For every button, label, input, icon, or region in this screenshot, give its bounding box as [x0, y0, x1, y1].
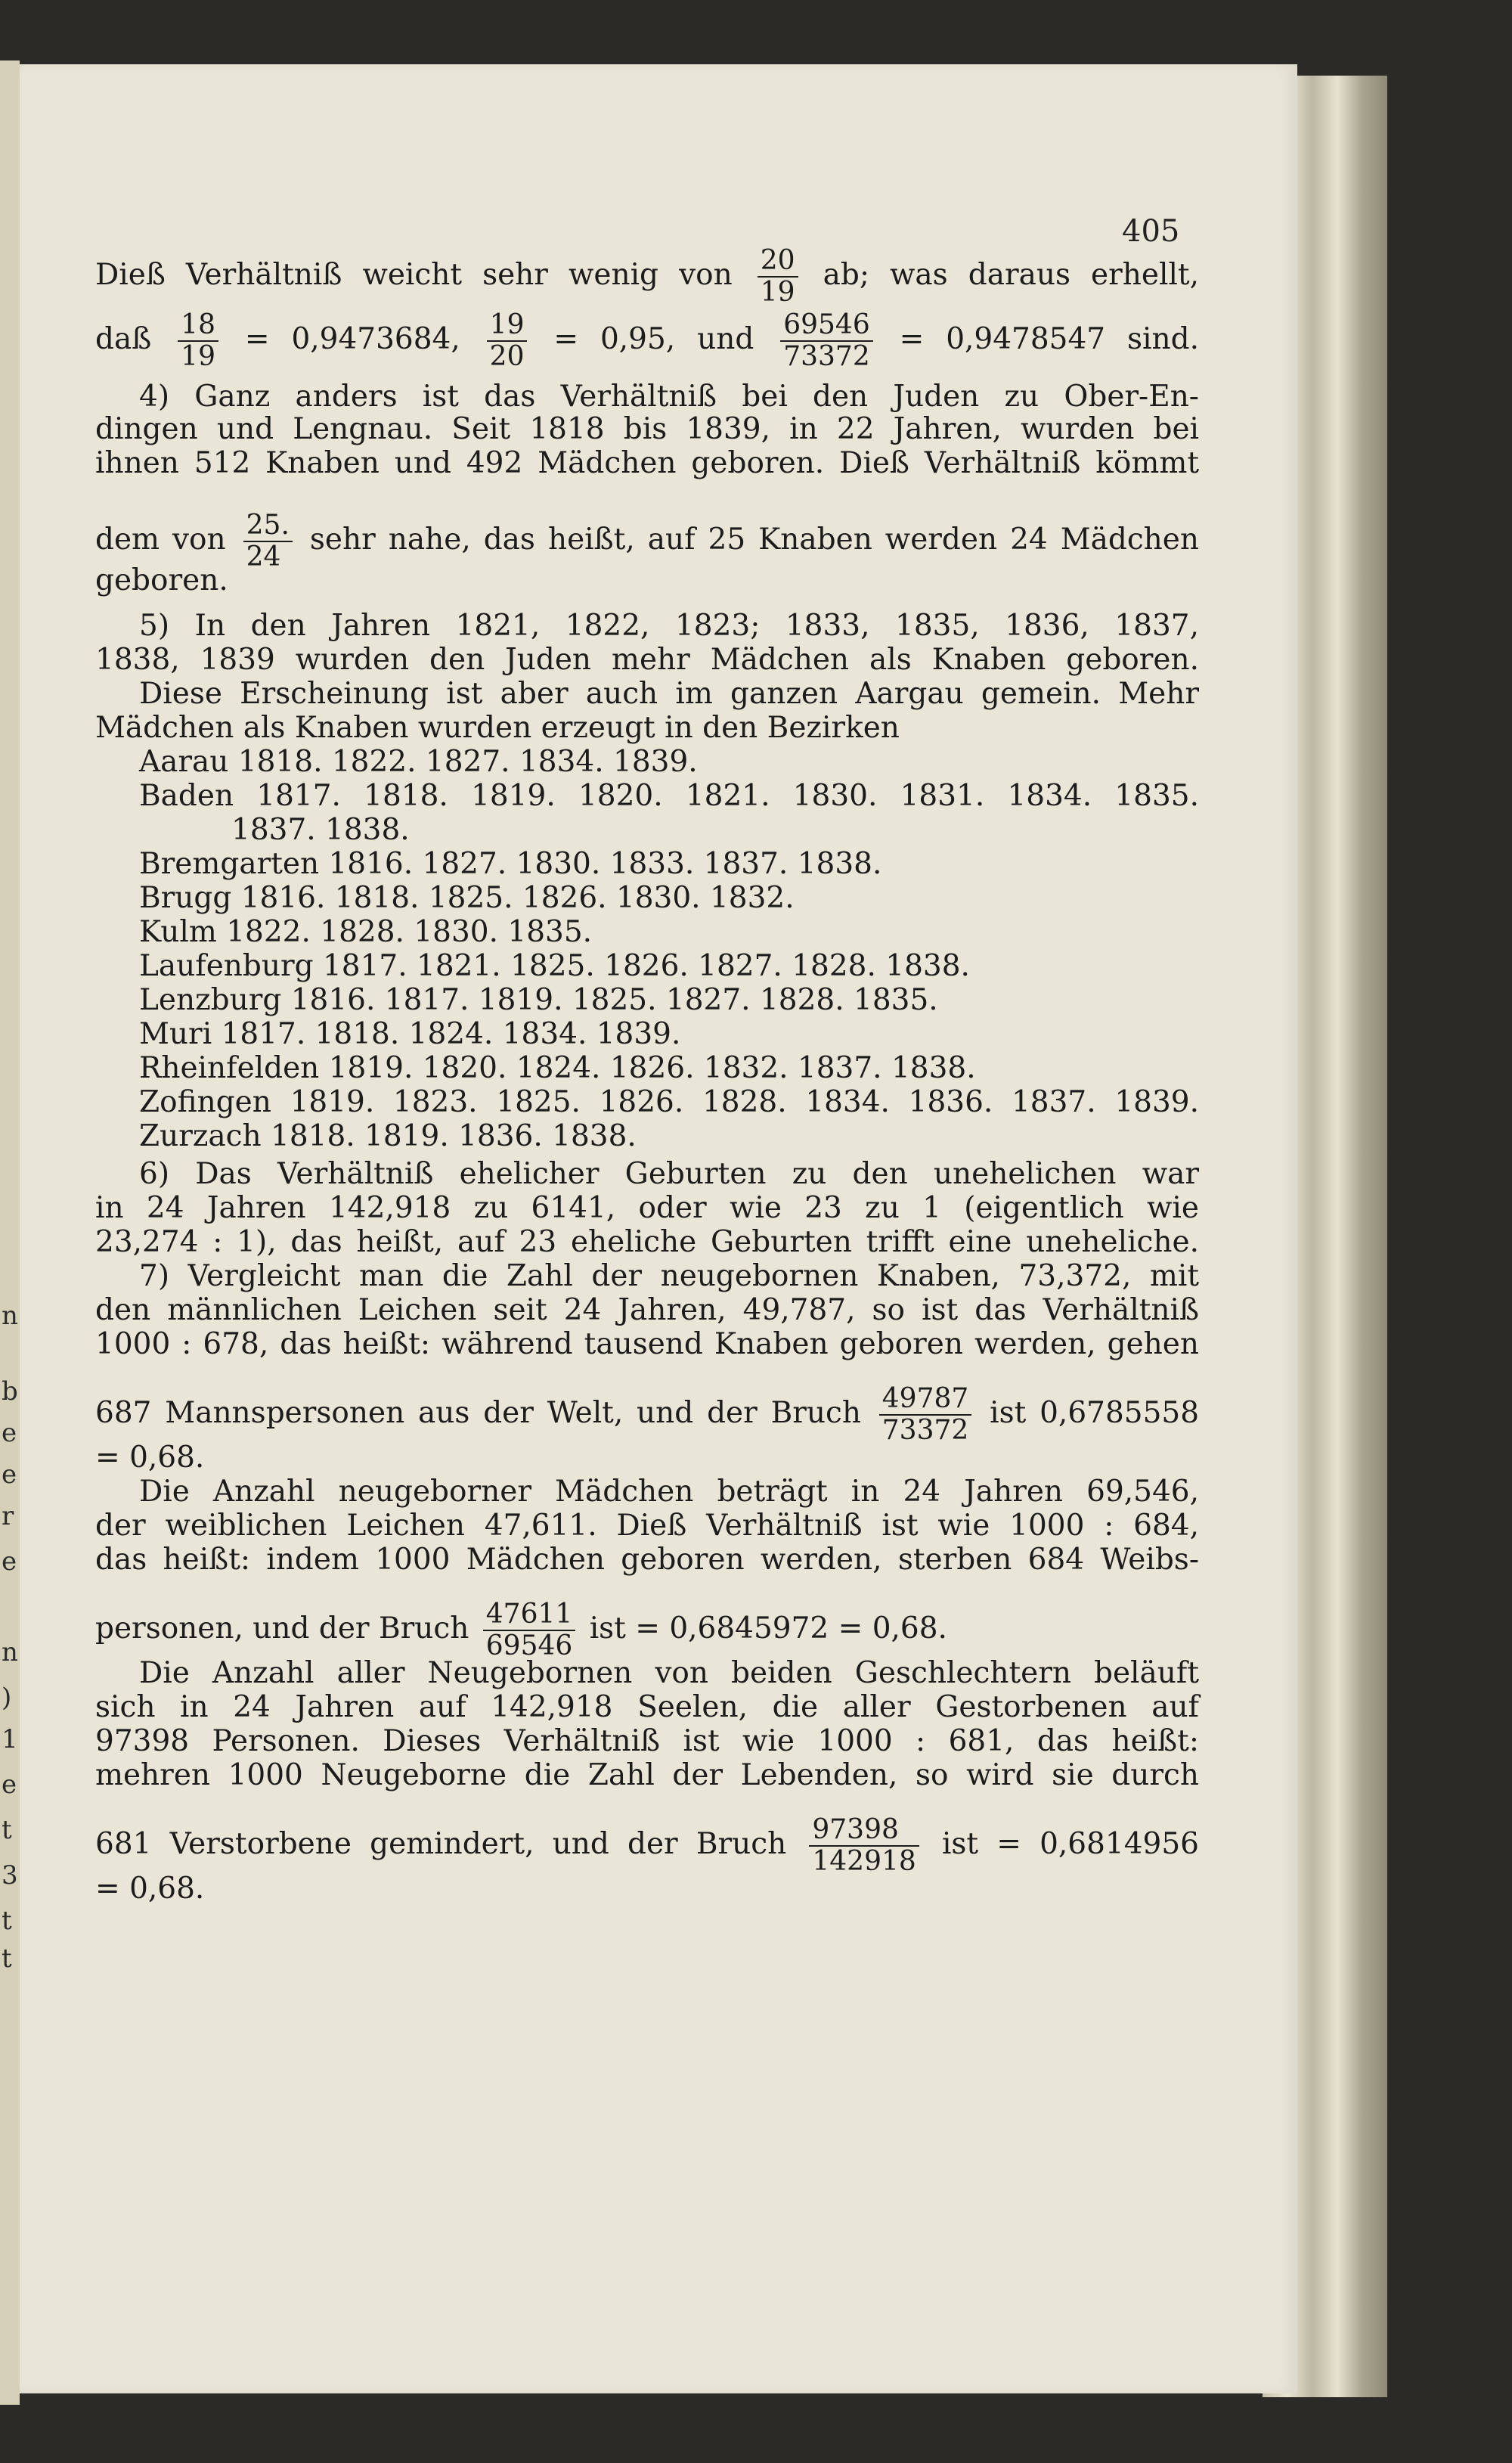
- left-page-fragment: 3: [2, 1860, 18, 1891]
- text-line: 6) Das Verhältniß ehelicher Geburten zu den unehelichen war: [139, 1157, 1199, 1191]
- text-line: in 24 Jahren 142,918 zu 6141, oder wie 23 zu 1 (eigentlich wie: [95, 1191, 1199, 1225]
- text-line: 1838, 1839 wurden den Juden mehr Mädchen als Knaben geboren.: [95, 643, 1199, 677]
- text-run: daß: [95, 322, 174, 356]
- text-run: 681 Verstorbene gemindert, und der Bruch: [95, 1827, 805, 1861]
- left-page-fragment: 1: [2, 1724, 18, 1754]
- fraction-denominator: 73372: [783, 341, 870, 372]
- text-line: sich in 24 Jahren auf 142,918 Seelen, die aller Gestorbenen auf: [95, 1690, 1199, 1724]
- text-line: 23,274 : 1), das heißt, auf 23 eheliche Geburten trifft eine uneheliche.: [95, 1225, 1199, 1259]
- left-page-fragment: e: [2, 1546, 17, 1577]
- fraction-numerator: 49787: [879, 1384, 972, 1416]
- text-run: ist 0,6785558: [976, 1396, 1200, 1430]
- text-line: Rheinfelden 1819. 1820. 1824. 1826. 1832. 1837. 1838.: [139, 1051, 976, 1085]
- text-run: Dieß Verhältniß weicht sehr wenig von: [95, 258, 753, 292]
- text-line: den männlichen Leichen seit 24 Jahren, 49,787, so ist das Verhältniß: [95, 1293, 1199, 1327]
- fraction: [780, 310, 873, 372]
- text-line: [95, 1599, 1199, 1661]
- left-page-fragment: r: [2, 1501, 14, 1531]
- fraction-numerator: 25.: [243, 510, 293, 542]
- text-line: Zofingen 1819. 1823. 1825. 1826. 1828. 1834. 1836. 1837. 1839.: [139, 1085, 1199, 1119]
- text-line: Aarau 1818. 1822. 1827. 1834. 1839.: [139, 745, 698, 779]
- text-run: 687 Mannspersonen aus der Welt, und der Bruch: [95, 1396, 875, 1430]
- text-line: 1837. 1838.: [231, 813, 410, 847]
- left-page-fragment: ): [2, 1683, 12, 1713]
- text-run: ab; was daraus erhellt,: [802, 258, 1199, 292]
- fraction-numerator: 19: [487, 310, 528, 342]
- text-run: [754, 322, 776, 356]
- left-page-fragment: e: [2, 1770, 17, 1800]
- fraction-denominator: 24: [246, 541, 281, 572]
- text-line: dingen und Lengnau. Seit 1818 bis 1839, in 22 Jahren, wurden bei: [95, 412, 1199, 446]
- fraction: [483, 1599, 576, 1661]
- text-line: = 0,68.: [95, 1441, 205, 1475]
- text-line: geboren.: [95, 563, 228, 597]
- text-run: ist = 0,6814956: [923, 1827, 1199, 1861]
- text-run: [460, 322, 482, 356]
- fraction-denominator: 19: [760, 277, 795, 308]
- fraction-denominator: 19: [181, 341, 215, 372]
- text-line: 5) In den Jahren 1821, 1822, 1823; 1833, 1835, 1836, 1837,: [139, 609, 1199, 643]
- fraction: [487, 310, 528, 372]
- fraction-numerator: 69546: [780, 310, 873, 342]
- text-line: Diese Erscheinung ist aber auch im ganzen Aargau gemein. Mehr: [139, 677, 1199, 711]
- left-page-fragment: n: [2, 1637, 18, 1667]
- text-line: Die Anzahl neugeborner Mädchen beträgt in 24 Jahren 69,546,: [139, 1475, 1199, 1509]
- text-run: sehr nahe, das heißt, auf 25 Knaben werden 24 Mädchen: [296, 523, 1199, 557]
- fraction-denominator: 20: [489, 341, 525, 372]
- text-line: Muri 1817. 1818. 1824. 1834. 1839.: [139, 1017, 681, 1051]
- fraction-numerator: 20: [758, 246, 798, 278]
- text-line: Lenzburg 1816. 1817. 1819. 1825. 1827. 1828. 1835.: [139, 983, 938, 1017]
- left-page-fragment: t: [2, 1906, 12, 1936]
- text-line: ihnen 512 Knaben und 492 Mädchen geboren. Dieß Verhältniß kömmt: [95, 446, 1199, 480]
- text-line: = 0,68.: [95, 1872, 205, 1906]
- fraction-numerator: 97398: [809, 1815, 919, 1847]
- fraction: [758, 246, 798, 308]
- fraction-numerator: 18: [178, 310, 218, 342]
- text-line: Bremgarten 1816. 1827. 1830. 1833. 1837. 1838.: [139, 847, 882, 881]
- fraction-denominator: 69546: [485, 1630, 573, 1661]
- left-page-fragment: e: [2, 1459, 17, 1490]
- text-run: = 0,95, und: [531, 322, 754, 356]
- text-line: 4) Ganz anders ist das Verhältniß bei den Juden zu Ober-En-: [139, 380, 1199, 414]
- fraction-denominator: 142918: [812, 1846, 916, 1877]
- text-line: 97398 Personen. Dieses Verhältniß ist wie 1000 : 681, das heißt:: [95, 1724, 1199, 1758]
- text-line: Laufenburg 1817. 1821. 1825. 1826. 1827. 1828. 1838.: [139, 949, 970, 983]
- text-line: Zurzach 1818. 1819. 1836. 1838.: [139, 1119, 637, 1153]
- text-line: [95, 246, 1199, 308]
- page-number: 405: [1122, 214, 1180, 249]
- text-line: der weiblichen Leichen 47,611. Dieß Verhältniß ist wie 1000 : 684,: [95, 1509, 1199, 1543]
- text-line: Mädchen als Knaben wurden erzeugt in den Bezirken: [95, 711, 900, 745]
- text-run: = 0,9478547 sind.: [877, 322, 1199, 356]
- left-page-fragment: t: [2, 1943, 12, 1974]
- fraction: [879, 1384, 972, 1446]
- text-run: ist = 0,6845972 = 0,68.: [580, 1611, 947, 1646]
- fraction-denominator: 73372: [881, 1415, 969, 1446]
- fraction-numerator: 47611: [483, 1599, 576, 1631]
- text-line: Baden 1817. 1818. 1819. 1820. 1821. 1830. 1831. 1834. 1835.: [139, 779, 1199, 813]
- left-page-fragment: t: [2, 1815, 12, 1845]
- text-run: personen, und der Bruch: [95, 1611, 479, 1646]
- fraction: [809, 1815, 919, 1877]
- text-run: dem von: [95, 523, 239, 557]
- text-line: mehren 1000 Neugeborne die Zahl der Lebenden, so wird sie durch: [95, 1758, 1199, 1792]
- text-line: Brugg 1816. 1818. 1825. 1826. 1830. 1832.: [139, 881, 795, 915]
- text-line: das heißt: indem 1000 Mädchen geboren werden, sterben 684 Weibs-: [95, 1543, 1199, 1577]
- text-line: 1000 : 678, das heißt: während tausend Knaben geboren werden, gehen: [95, 1327, 1199, 1361]
- left-page-fragment: n: [2, 1301, 18, 1331]
- left-page-fragment: e: [2, 1418, 17, 1448]
- text-line: Die Anzahl aller Neugebornen von beiden Geschlechtern beläuft: [139, 1656, 1199, 1690]
- text-line: [95, 1384, 1199, 1446]
- book-page: [20, 64, 1297, 2393]
- text-line: Kulm 1822. 1828. 1830. 1835.: [139, 915, 593, 949]
- text-line: 7) Vergleicht man die Zahl der neugebornen Knaben, 73,372, mit: [139, 1259, 1199, 1293]
- text-line: [95, 1815, 1199, 1877]
- text-run: = 0,9473684,: [222, 322, 460, 356]
- left-page-fragment: b: [2, 1376, 18, 1407]
- fraction: [178, 310, 218, 372]
- left-page-edge: [0, 60, 20, 2405]
- text-line: [95, 310, 1199, 372]
